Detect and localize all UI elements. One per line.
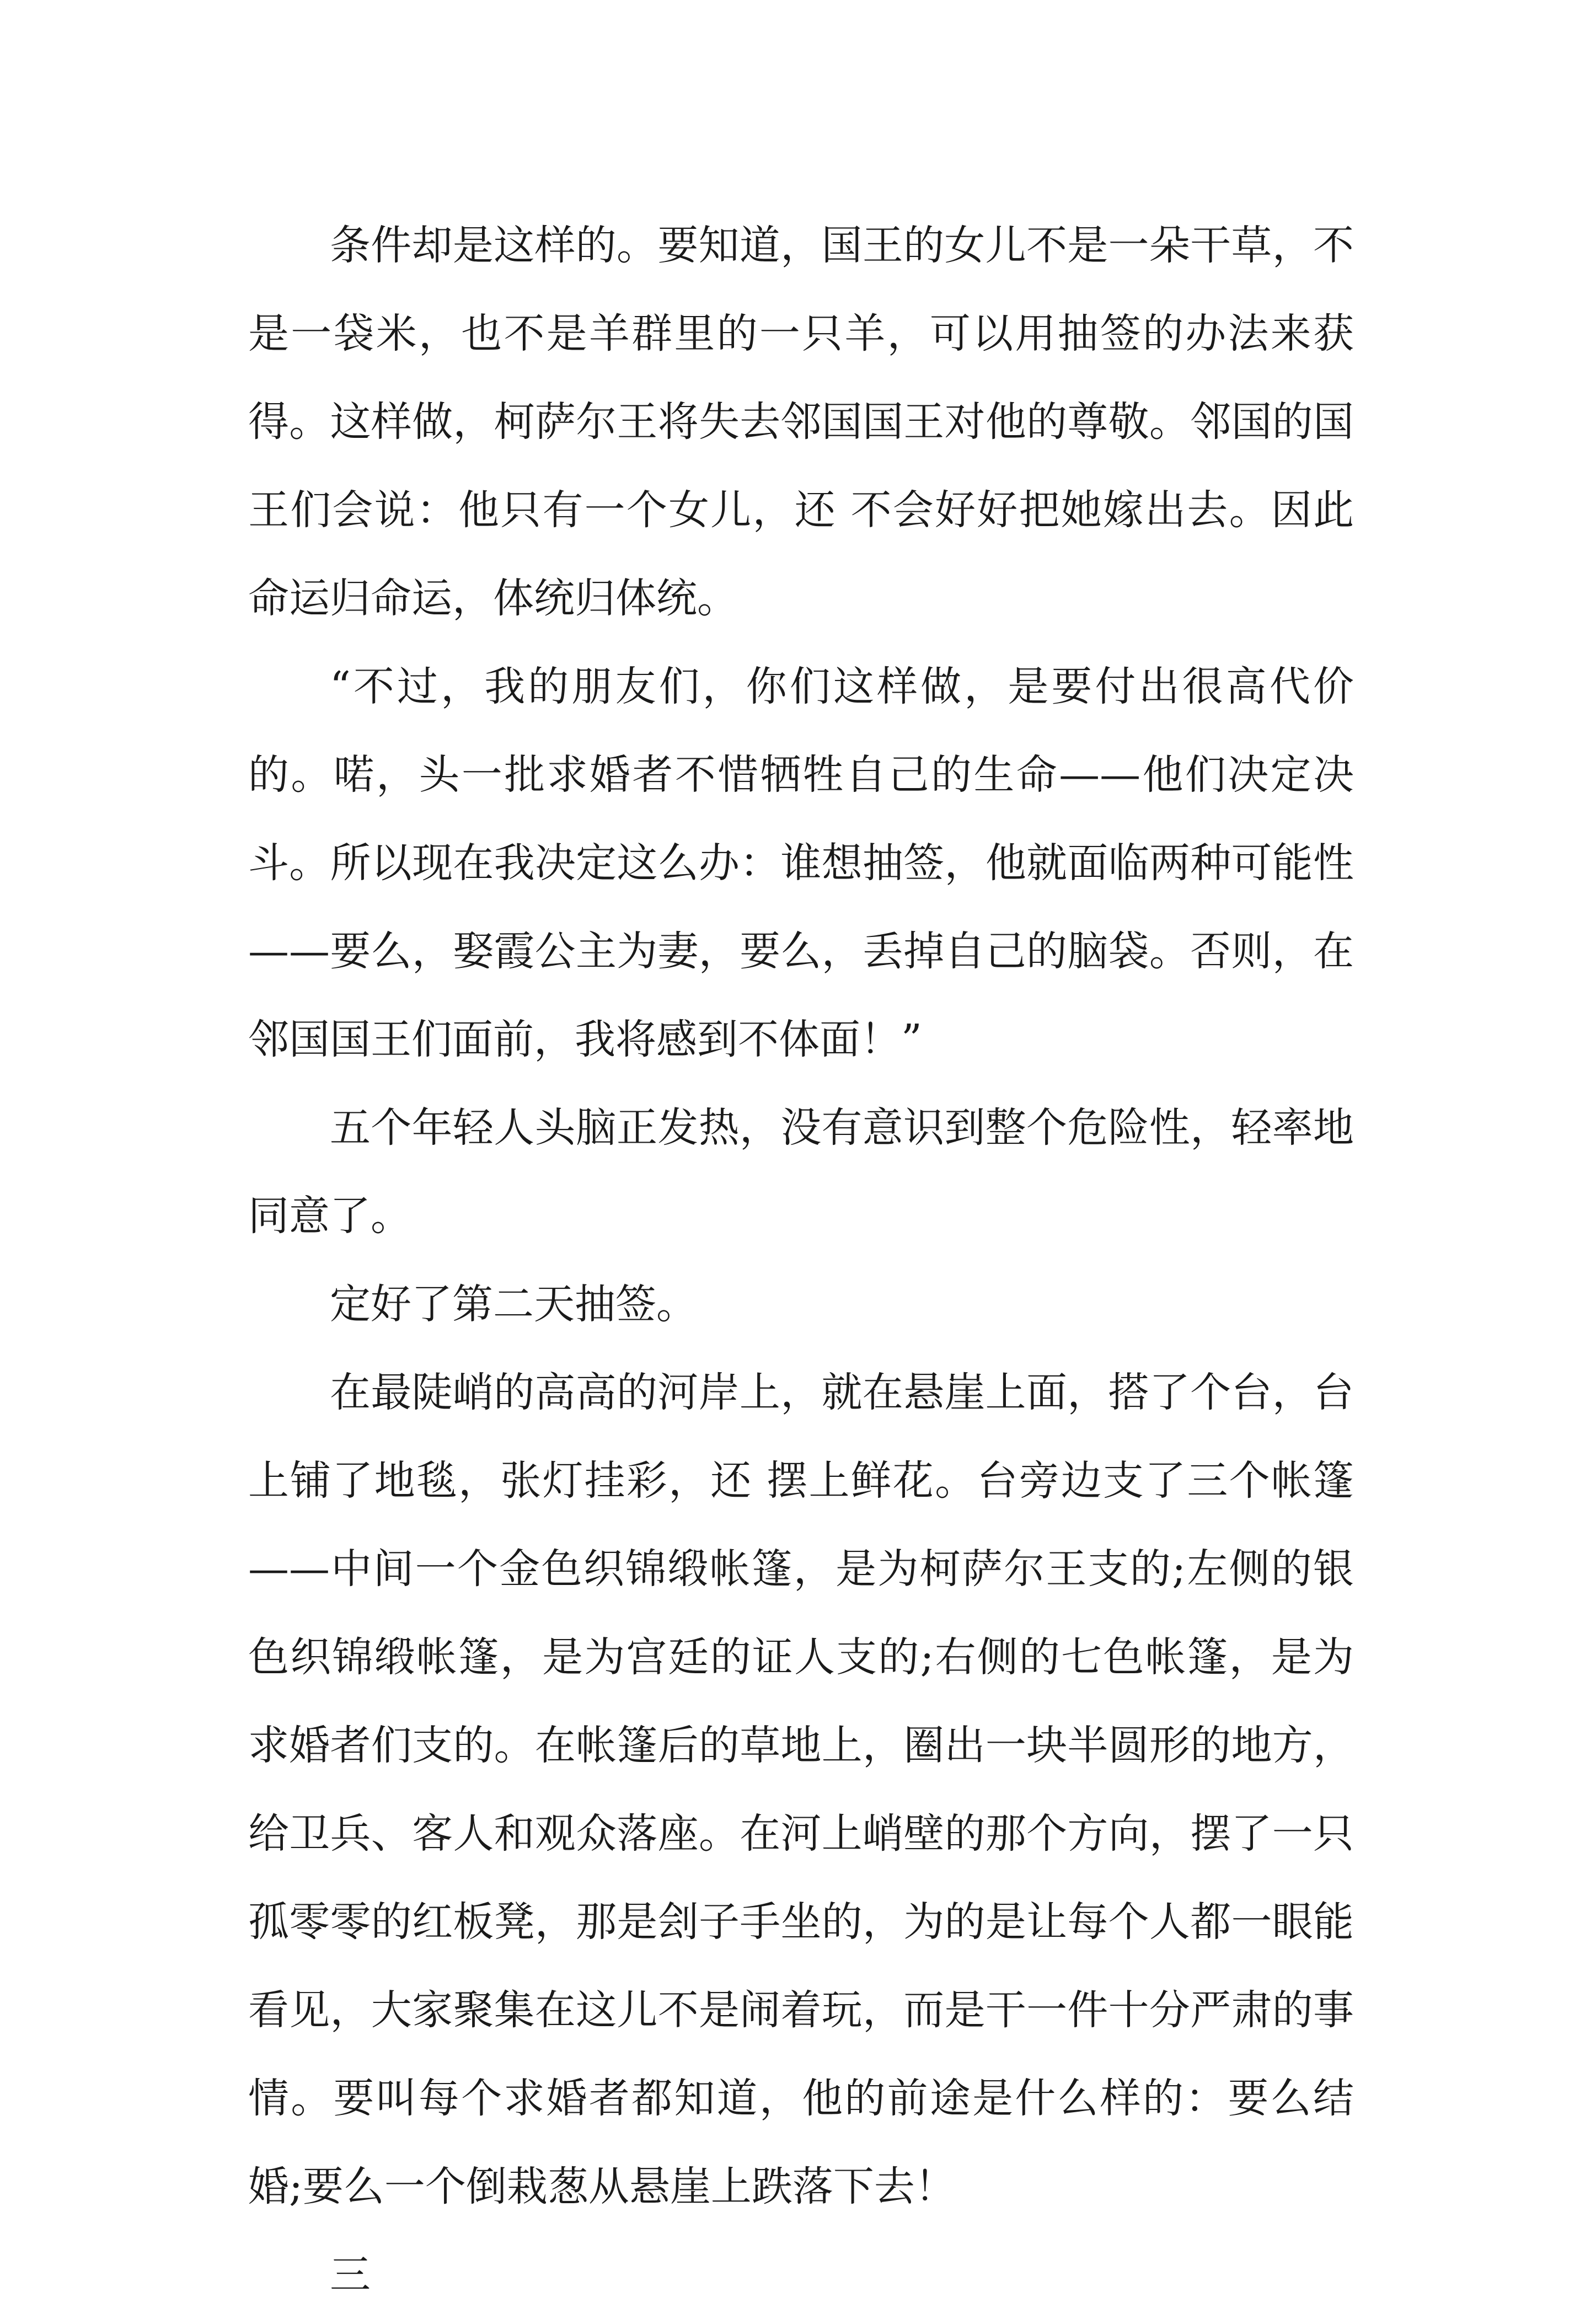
paragraph-young-men-agree: 五个年轻人头脑正发热，没有意识到整个危险性，轻率地同意了。: [248, 1104, 1354, 1240]
section-number: 三: [330, 2251, 371, 2299]
paragraph-lottery-date: 定好了第二天抽签。: [330, 1281, 697, 1328]
paragraph-stage-description: 在最陡峭的高高的河岸上，就在悬崖上面，搭了个台，台上铺了地毯，张灯挂彩，还 摆上鲜花。台旁边支了三个帐篷——中间一个金色织锦缎帐篷，是为柯萨尔王支的;左侧的银色织锦缎帐篷，是为宫廷的证人支的;右侧的七色帐篷，是为求婚者们支的。在帐篷后的草地上，圈出一块半圆形的地方，给卫兵、客人和观众落座。在河上峭壁的那个方向，摆了一只孤零零的红板凳，那是刽子手坐的，为的是让每个人都一眼能看见，大家聚集在这儿不是闹着玩，而是干一件十分严肃的事情。要叫每个求婚者都知道，他的前途是什么样的：要么结婚;要么一个倒栽葱从悬崖上跌落下去！: [248, 1369, 1354, 2210]
body-text: [248, 201, 1354, 2319]
paragraph-conditions: 条件却是这样的。要知道，国王的女儿不是一朵干草，不是一袋米，也不是羊群里的一只羊，可以用抽签的办法来获得。这样做，柯萨尔王将失去邻国国王对他的尊敬。邻国的国王们会说：他只有一个女儿，还 不会好好把她嫁出去。因此命运归命运，体统归体统。: [248, 222, 1354, 622]
paragraph-king-speech: “不过，我的朋友们，你们这样做，是要付出很高代价的。喏，头一批求婚者不惜牺牲自己的生命——他们决定决斗。所以现在我决定这么办：谁想抽签，他就面临两种可能性——要么，娶霞公主为妻，要么，丢掉自己的脑袋。否则，在邻国国王们面前，我将感到不体面！”: [248, 663, 1354, 1063]
